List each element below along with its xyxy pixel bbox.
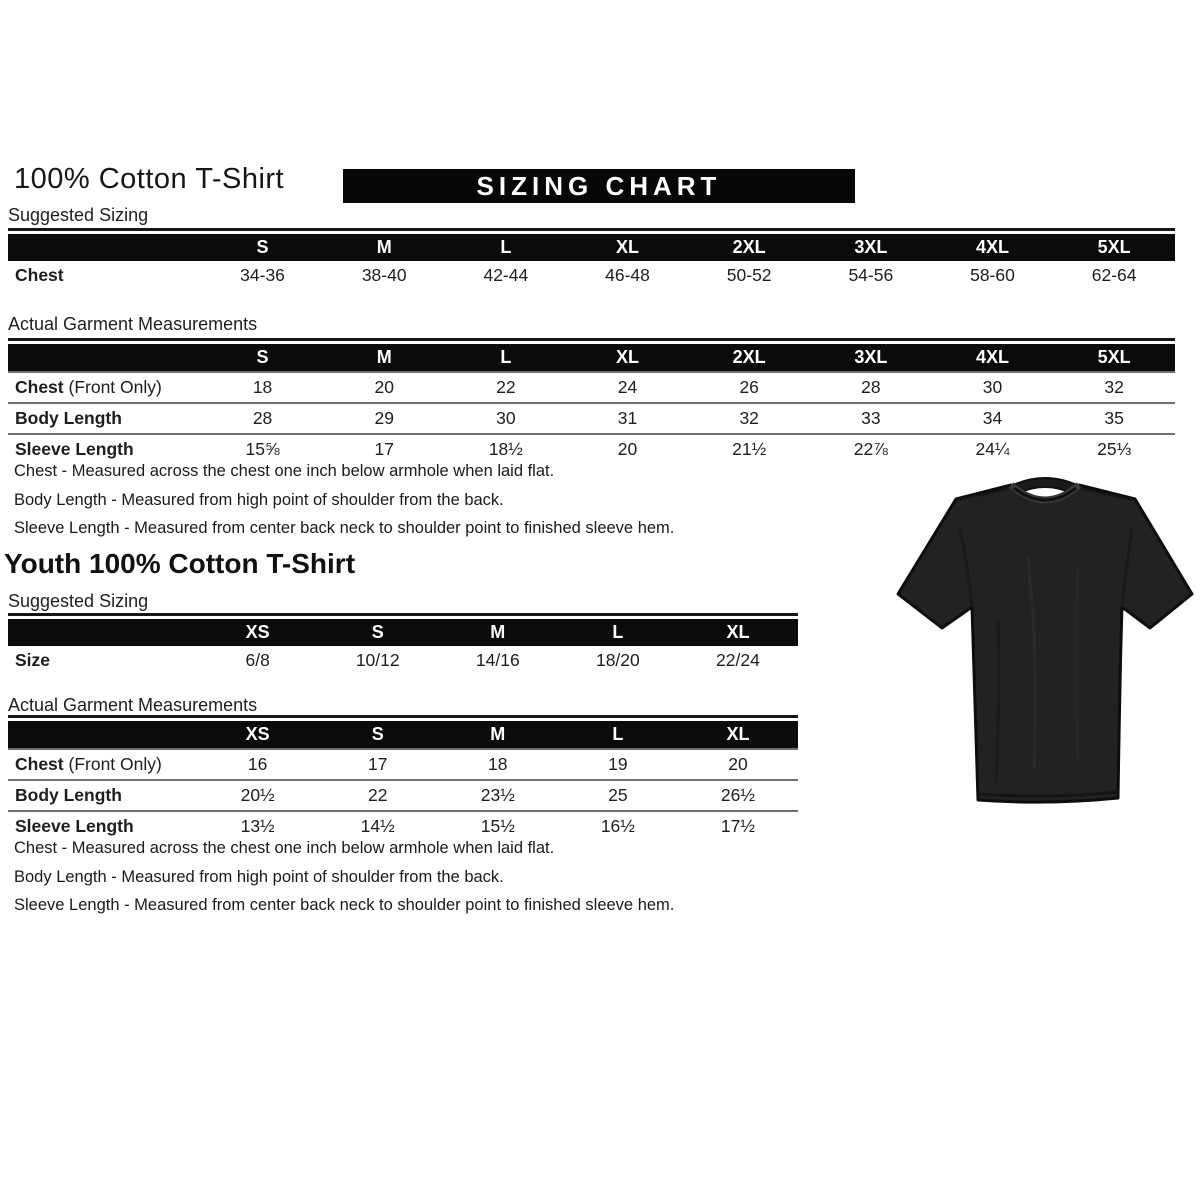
measurement-cell: 38-40 xyxy=(361,265,407,285)
table-row-size xyxy=(8,646,798,675)
measurement-cell: 58-60 xyxy=(970,265,1015,285)
size-column-header: XS xyxy=(198,619,318,646)
measurement-cell: 25 xyxy=(558,780,678,811)
measurement-cell: 14/16 xyxy=(475,650,520,670)
table-top-rule xyxy=(8,715,798,718)
row-label: Chest (Front Only) xyxy=(8,749,198,780)
size-column-header: M xyxy=(438,721,558,749)
measurement-cell: 16 xyxy=(198,749,318,780)
size-column-header: L xyxy=(558,721,678,749)
youth-measurements-table xyxy=(8,715,798,841)
measurement-cell: 17 xyxy=(318,749,438,780)
size-column-header: L xyxy=(445,344,567,372)
measurement-cell: 16½ xyxy=(558,811,678,841)
youth-measurement-notes xyxy=(14,840,814,926)
measurement-cell: 17½ xyxy=(678,811,798,841)
size-column-header: L xyxy=(445,234,567,261)
table-top-rule xyxy=(8,613,798,616)
size-column-header: 4XL xyxy=(932,234,1054,261)
measurement-cell: 42-44 xyxy=(483,265,529,285)
table-row-chest xyxy=(8,372,1175,403)
measurement-cell: 26 xyxy=(688,372,810,403)
measurement-cell: 32 xyxy=(688,403,810,434)
size-column-header: 2XL xyxy=(688,344,810,372)
size-column-header: XL xyxy=(678,619,798,646)
measurement-cell: 17 xyxy=(323,434,445,464)
adult-suggested-sizing-table xyxy=(8,228,1175,290)
measurement-cell: 22 xyxy=(318,780,438,811)
table-top-rule xyxy=(8,338,1175,341)
measurement-cell: 23½ xyxy=(438,780,558,811)
measurement-cell: 29 xyxy=(323,403,445,434)
measurement-cell: 22 xyxy=(445,372,567,403)
empty-header-cell xyxy=(8,619,198,646)
measurement-cell: 62-64 xyxy=(1091,265,1137,285)
size-column-header: XL xyxy=(678,721,798,749)
table-row-chest xyxy=(8,749,798,780)
measurement-cell: 28 xyxy=(202,403,324,434)
measurement-cell: 18/20 xyxy=(595,650,640,670)
row-label: Body Length xyxy=(8,780,198,811)
row-label: Sleeve Length xyxy=(8,434,202,464)
size-header-row xyxy=(8,234,1175,261)
measurement-cell: 25⅓ xyxy=(1053,434,1175,464)
measurement-cell: 18 xyxy=(202,372,324,403)
measurement-cell: 20 xyxy=(567,434,689,464)
measurement-cell: 33 xyxy=(810,403,932,434)
youth-section-title: Youth 100% Cotton T-Shirt xyxy=(4,548,356,579)
adult-measurement-notes xyxy=(14,463,814,549)
size-column-header: 3XL xyxy=(810,234,932,261)
size-header-row xyxy=(8,344,1175,372)
measurement-cell: 22/24 xyxy=(716,650,760,670)
black-tshirt-illustration xyxy=(888,468,1200,813)
measurement-cell: 46-48 xyxy=(605,265,650,285)
size-column-header: XL xyxy=(567,234,689,261)
size-column-header: 4XL xyxy=(932,344,1054,372)
table-row-sleeve-length xyxy=(8,434,1175,464)
page-title: 100% Cotton T-Shirt xyxy=(14,163,285,195)
empty-header-cell xyxy=(8,721,198,749)
row-label: Size xyxy=(15,650,51,670)
measurement-cell: 31 xyxy=(567,403,689,434)
note-line: Body Length - Measured from high point of shoulder from the back. xyxy=(14,867,504,886)
tshirt-photo xyxy=(888,468,1200,813)
table-top-rule xyxy=(8,228,1175,231)
size-column-header: 2XL xyxy=(688,234,810,261)
measurement-cell: 18½ xyxy=(445,434,567,464)
table-row-body-length xyxy=(8,780,798,811)
size-column-header: S xyxy=(318,721,438,749)
measurement-cell: 18 xyxy=(438,749,558,780)
measurement-cell: 28 xyxy=(810,372,932,403)
size-column-header: XS xyxy=(198,721,318,749)
measurement-cell: 15½ xyxy=(438,811,558,841)
empty-header-cell xyxy=(8,344,202,372)
measurement-cell: 26½ xyxy=(678,780,798,811)
note-line: Chest - Measured across the chest one inch below armhole when laid flat. xyxy=(14,839,555,857)
measurement-cell: 19 xyxy=(558,749,678,780)
row-label: Sleeve Length xyxy=(8,811,198,841)
table-row xyxy=(8,261,1175,290)
size-column-header: 3XL xyxy=(810,344,932,372)
size-header-row xyxy=(8,721,798,749)
size-column-header: M xyxy=(323,344,445,372)
measurement-cell: 30 xyxy=(932,372,1054,403)
sizing-chart-banner: SIZING CHART xyxy=(343,169,855,203)
note-line: Body Length - Measured from high point of shoulder from the back. xyxy=(14,490,504,509)
size-header-row xyxy=(8,619,798,646)
measurement-cell: 30 xyxy=(445,403,567,434)
measurement-cell: 50-52 xyxy=(726,265,772,285)
table-row-sleeve-length xyxy=(8,811,798,841)
row-label: Chest (Front Only) xyxy=(8,372,202,403)
size-column-header: S xyxy=(202,344,324,372)
measurement-cell: 24 xyxy=(567,372,689,403)
size-column-header: M xyxy=(323,234,445,261)
measurement-cell: 54-56 xyxy=(848,265,894,285)
row-label: Chest xyxy=(15,265,64,285)
size-column-header: S xyxy=(202,234,324,261)
size-column-header: L xyxy=(558,619,678,646)
note-line: Sleeve Length - Measured from center back neck to shoulder point to finished sleeve hem. xyxy=(14,519,675,537)
measurement-cell: 13½ xyxy=(198,811,318,841)
size-column-header: XL xyxy=(567,344,689,372)
table-row-body-length xyxy=(8,403,1175,434)
adult-actual-measurements-label: Actual Garment Measurements xyxy=(8,314,258,334)
size-column-header: S xyxy=(318,619,438,646)
measurement-cell: 20 xyxy=(678,749,798,780)
measurement-cell: 15⅝ xyxy=(202,434,324,464)
row-label: Body Length xyxy=(8,403,202,434)
measurement-cell: 6/8 xyxy=(245,650,270,670)
adult-suggested-sizing-label: Suggested Sizing xyxy=(8,205,149,225)
note-line: Chest - Measured across the chest one inch below armhole when laid flat. xyxy=(14,462,555,480)
measurement-cell: 34 xyxy=(932,403,1054,434)
measurement-cell: 32 xyxy=(1053,372,1175,403)
youth-suggested-sizing-table xyxy=(8,613,798,675)
measurement-cell: 21½ xyxy=(688,434,810,464)
youth-actual-measurements-label: Actual Garment Measurements xyxy=(8,695,258,715)
note-line: Sleeve Length - Measured from center back neck to shoulder point to finished sleeve hem. xyxy=(14,896,675,914)
measurement-cell: 10/12 xyxy=(355,650,400,670)
measurement-cell: 24¼ xyxy=(932,434,1054,464)
size-column-header: M xyxy=(438,619,558,646)
measurement-cell: 20½ xyxy=(198,780,318,811)
empty-header-cell xyxy=(8,234,202,261)
size-column-header: 5XL xyxy=(1053,344,1175,372)
youth-suggested-sizing-label: Suggested Sizing xyxy=(8,591,149,611)
measurement-cell: 22⅞ xyxy=(810,434,932,464)
measurement-cell: 20 xyxy=(323,372,445,403)
measurement-cell: 35 xyxy=(1053,403,1175,434)
measurement-cell: 14½ xyxy=(318,811,438,841)
adult-measurements-table xyxy=(8,338,1175,464)
size-column-header: 5XL xyxy=(1053,234,1175,261)
measurement-cell: 34-36 xyxy=(240,265,285,285)
